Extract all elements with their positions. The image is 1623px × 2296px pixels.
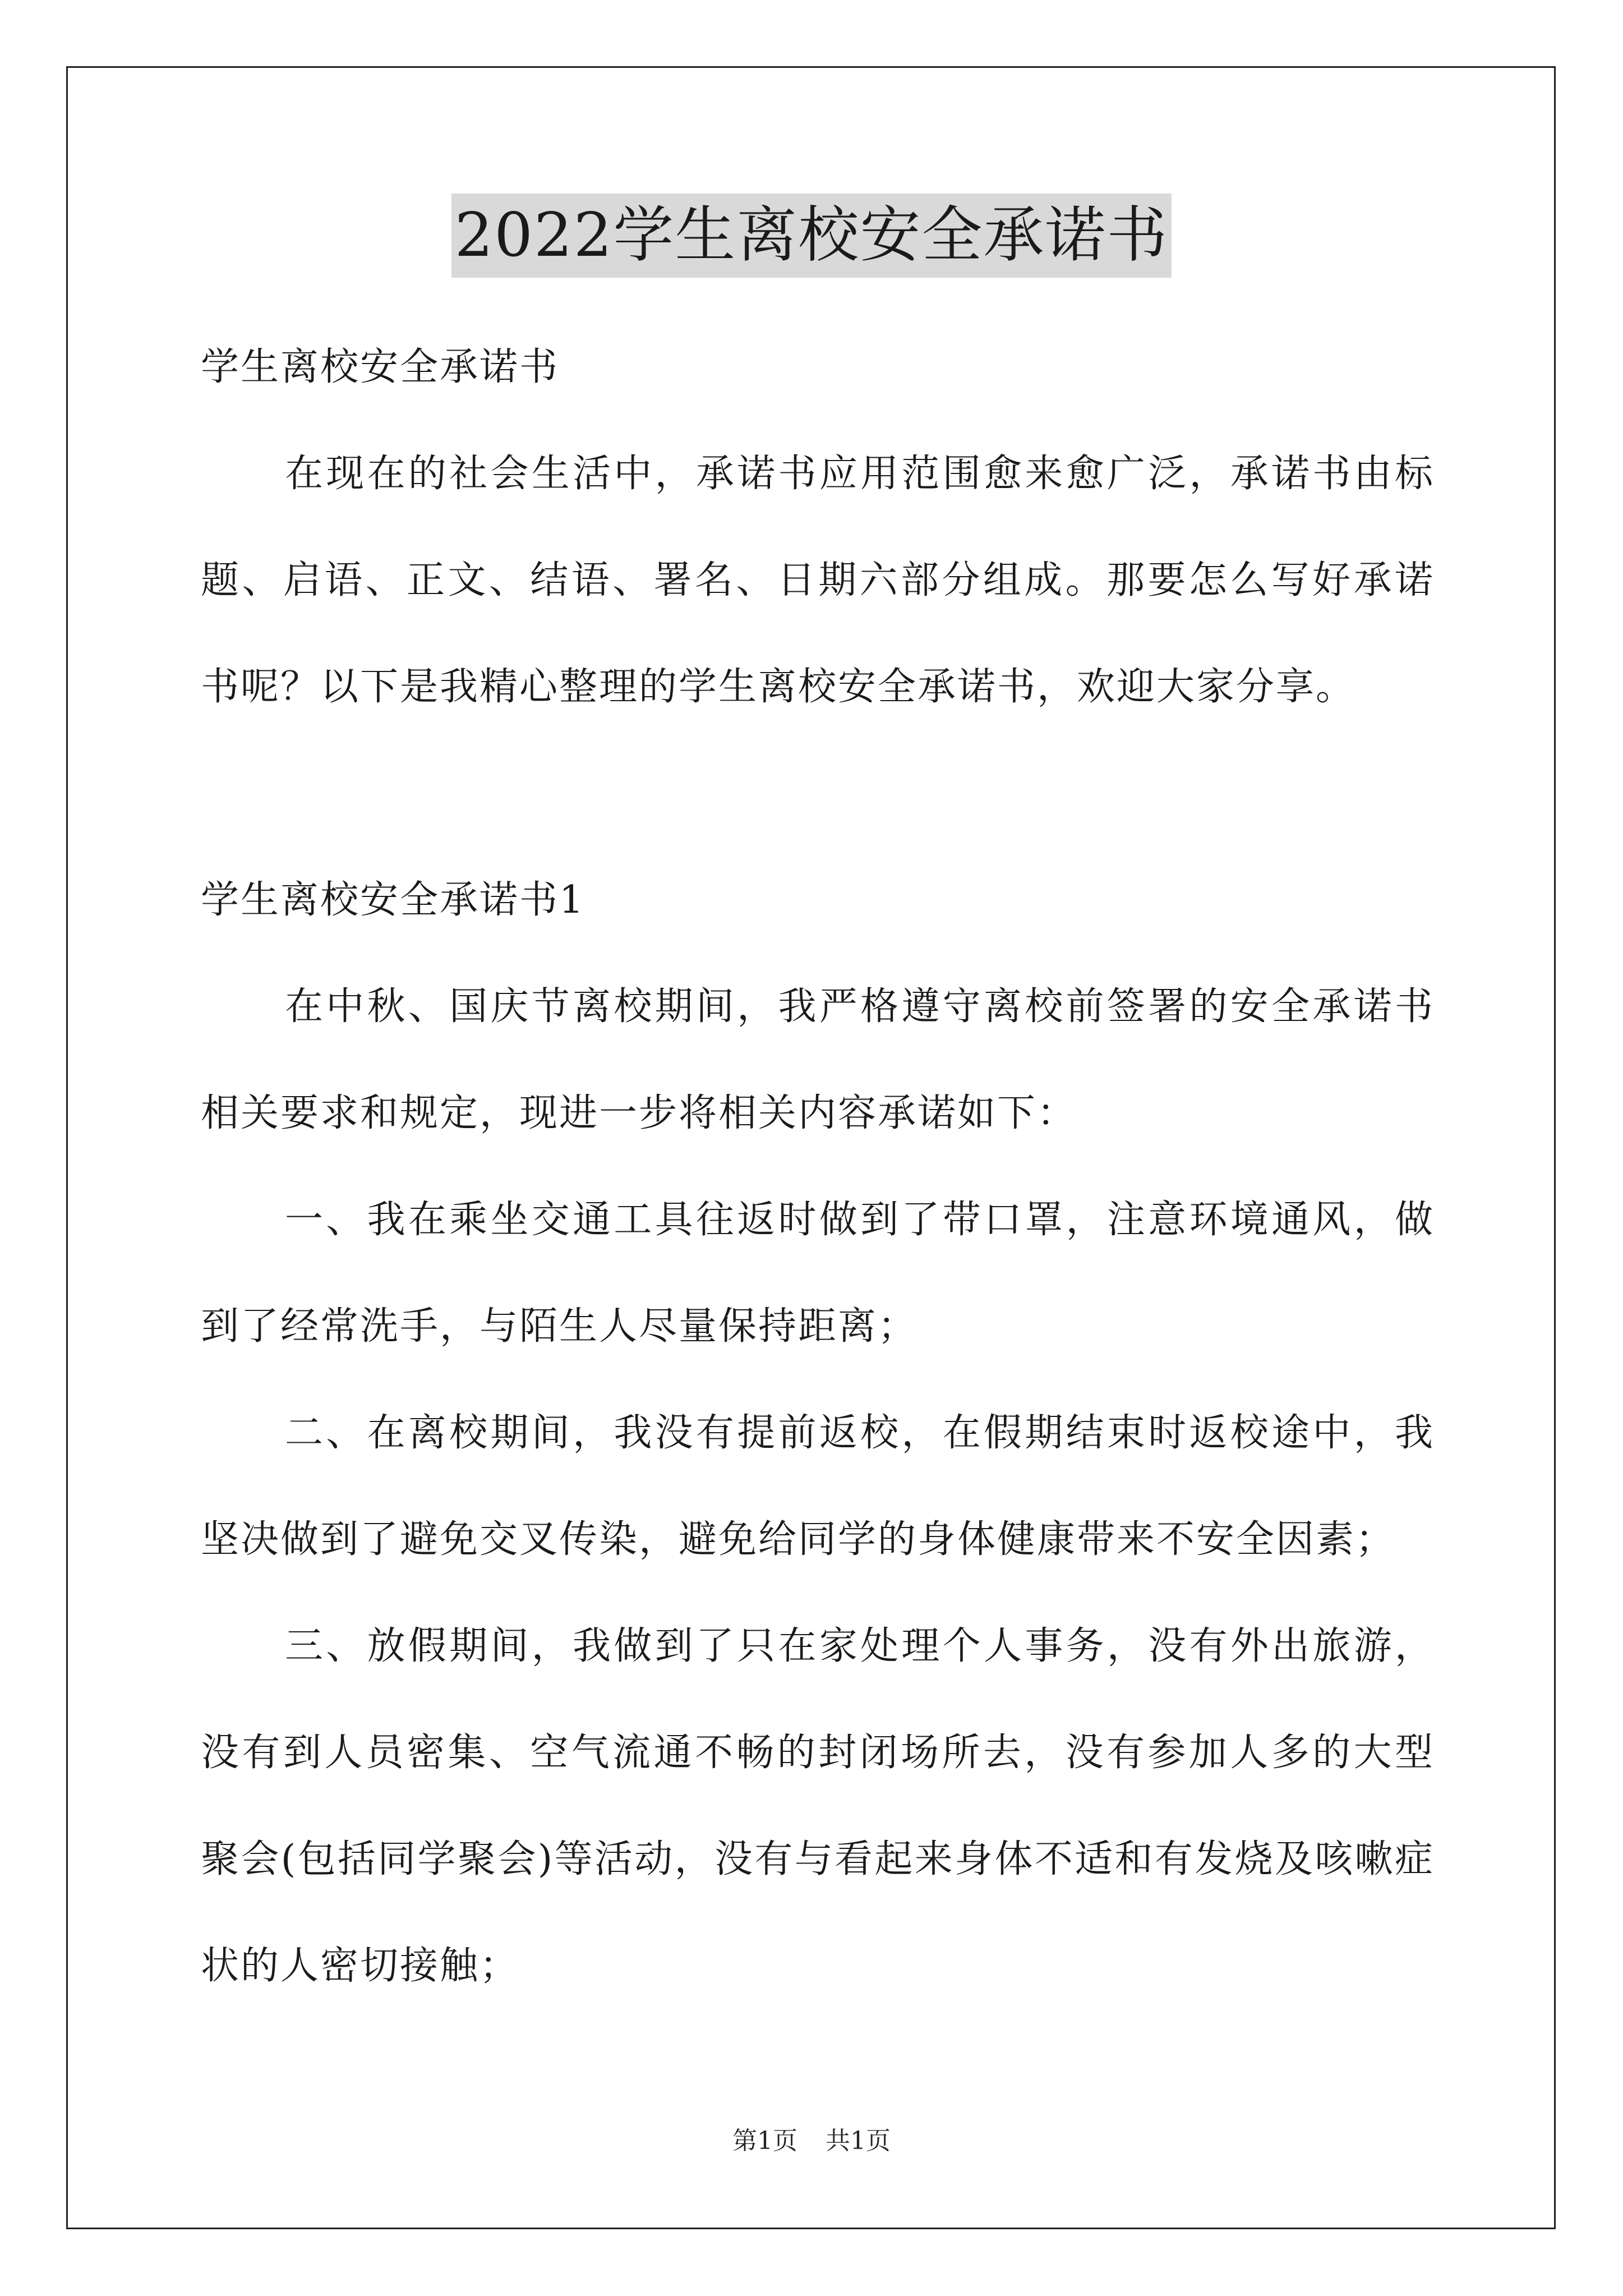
blank-line [201,740,1435,847]
body-paragraph: 二、在离校期间，我没有提前返校，在假期结束时返校途中，我坚决做到了避免交叉传染，避免给同学的身体健康带来不安全因素； [201,1411,1435,1562]
body-paragraph: 在中秋、国庆节离校期间，我严格遵守离校前签署的安全承诺书相关要求和规定，现进一步将相关内容承诺如下： [201,984,1435,1135]
section-heading-1: 学生离校安全承诺书1 [201,878,585,922]
document-body [201,314,1435,2019]
page-footer [0,2120,1623,2156]
page-total: 共1页 [826,2127,891,2155]
document-title: 2022学生离校安全承诺书 [451,194,1172,278]
subtitle-paragraph: 学生离校安全承诺书 [201,345,560,389]
body-paragraph: 一、我在乘坐交通工具往返时做到了带口罩，注意环境通风，做到了经常洗手，与陌生人尽量保持距离； [201,1198,1435,1349]
document-title-container [0,194,1623,283]
intro-paragraph: 在现在的社会生活中，承诺书应用范围愈来愈广泛，承诺书由标题、启语、正文、结语、署名、日期六部分组成。那要怎么写好承诺书呢？以下是我精心整理的学生离校安全承诺书，欢迎大家分享。 [201,452,1435,709]
body-paragraph: 三、放假期间，我做到了只在家处理个人事务，没有外出旅游，没有到人员密集、空气流通不畅的封闭场所去，没有参加人多的大型聚会(包括同学聚会)等活动，没有与看起来身体不适和有发烧及咳嗽症状的人密切接触； [201,1624,1435,1988]
page-number: 第1页 [732,2127,797,2155]
